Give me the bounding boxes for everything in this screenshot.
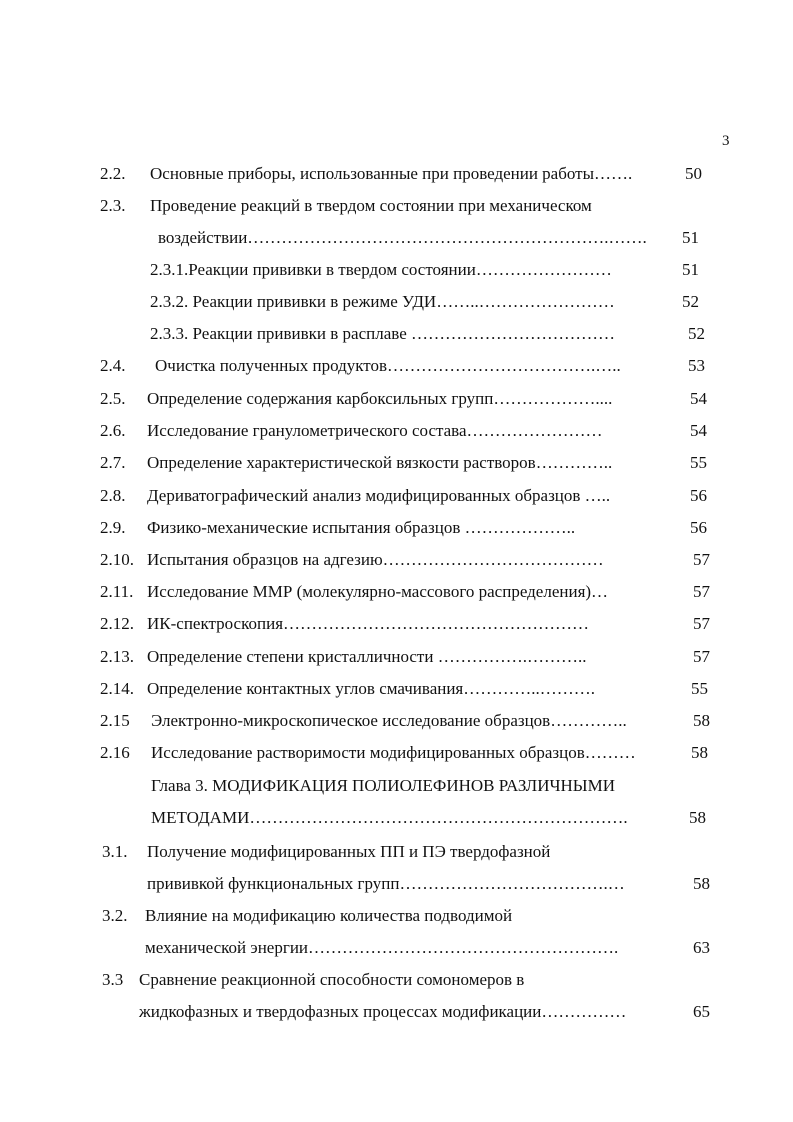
toc-entry-page: 57 bbox=[693, 550, 710, 569]
toc-entry-title: Исследование растворимости модифицированных образцов……… bbox=[151, 743, 636, 762]
toc-entry-title: 2.3.1.Реакции прививки в твердом состоянии…………………… bbox=[150, 260, 612, 279]
toc-entry-page: 57 bbox=[693, 614, 710, 633]
toc-entry-page: 58 bbox=[693, 711, 710, 730]
toc-entry-page: 58 bbox=[691, 743, 708, 762]
toc-entry-number: 2.15 bbox=[100, 711, 130, 730]
toc-entry-title: МЕТОДАМИ…………………………………………………………. bbox=[151, 808, 628, 827]
toc-entry-title: жидкофазных и твердофазных процессах модификации…………… bbox=[139, 1002, 627, 1021]
toc-entry-title: 2.3.2. Реакции прививки в режиме УДИ……..…………………… bbox=[150, 292, 615, 311]
toc-entry-number: 2.9. bbox=[100, 518, 126, 537]
toc-entry-title: механической энергии………………………………………………. bbox=[145, 938, 619, 957]
toc-entry-title: Физико-механические испытания образцов ……………….. bbox=[147, 518, 576, 537]
toc-entry-page: 65 bbox=[693, 1002, 710, 1021]
toc-entry-number: 2.8. bbox=[100, 486, 126, 505]
toc-entry-page: 52 bbox=[682, 292, 699, 311]
toc-entry-title: Основные приборы, использованные при проведении работы……. bbox=[150, 164, 633, 183]
toc-entry-number: 3.2. bbox=[102, 906, 128, 925]
toc-entry-title: Исследование ММР (молекулярно-массового распределения)… bbox=[147, 582, 609, 601]
toc-entry-page: 55 bbox=[691, 679, 708, 698]
toc-entry-number: 2.5. bbox=[100, 389, 126, 408]
toc-entry-title: ИК-спектроскопия……………………………………………… bbox=[147, 614, 590, 633]
toc-entry-number: 2.11. bbox=[100, 582, 134, 601]
toc-entry-number: 2.7. bbox=[100, 453, 126, 472]
toc-entry-title: Проведение реакций в твердом состоянии при механическом bbox=[150, 196, 592, 215]
page-number: 3 bbox=[722, 133, 730, 149]
toc-entry-page: 53 bbox=[688, 356, 705, 375]
toc-entry-title: Дериватографический анализ модифицированных образцов ….. bbox=[147, 486, 611, 505]
toc-entry-number: 3.1. bbox=[102, 842, 128, 861]
toc-entry-page: 51 bbox=[682, 260, 699, 279]
toc-entry-number: 2.16 bbox=[100, 743, 130, 762]
toc-entry-title: Получение модифицированных ПП и ПЭ твердофазной bbox=[147, 842, 551, 861]
toc-entry-title: Электронно-микроскопическое исследование образцов………….. bbox=[151, 711, 627, 730]
toc-entry-page: 58 bbox=[693, 874, 710, 893]
toc-entry-page: 51 bbox=[682, 228, 699, 247]
toc-entry-title: Определение степени кристалличности …………….……….. bbox=[147, 647, 587, 666]
toc-entry-title: Определение содержания карбоксильных групп……………….... bbox=[147, 389, 613, 408]
toc-entry-number: 2.4. bbox=[100, 356, 126, 375]
toc-entry-number: 2.13. bbox=[100, 647, 134, 666]
toc-entry-title: прививкой функциональных групп……………………………….… bbox=[147, 874, 625, 893]
toc-entry-title: Испытания образцов на адгезию………………………………… bbox=[147, 550, 604, 569]
toc-entry-page: 56 bbox=[690, 486, 707, 505]
toc-entry-page: 50 bbox=[685, 164, 702, 183]
toc-entry-number: 2.14. bbox=[100, 679, 134, 698]
toc-entry-number: 2.10. bbox=[100, 550, 134, 569]
toc-entry-title: воздействии……………………………………………………….……. bbox=[158, 228, 647, 247]
toc-entry-title: Очистка полученных продуктов……………………………….….. bbox=[155, 356, 621, 375]
toc-entry-page: 58 bbox=[689, 808, 706, 827]
toc-entry-number: 2.3. bbox=[100, 196, 126, 215]
toc-entry-title: Глава 3. МОДИФИКАЦИЯ ПОЛИОЛЕФИНОВ РАЗЛИЧНЫМИ bbox=[151, 776, 616, 795]
toc-entry-number: 2.12. bbox=[100, 614, 134, 633]
toc-entry-title: Определение контактных углов смачивания…………..………. bbox=[147, 679, 596, 698]
toc-entry-title: 2.3.3. Реакции прививки в расплаве ……………………………… bbox=[150, 324, 616, 343]
toc-entry-title: Исследование гранулометрического состава…………………… bbox=[147, 421, 603, 440]
toc-entry-page: 54 bbox=[690, 421, 707, 440]
toc-entry-number: 2.6. bbox=[100, 421, 126, 440]
toc-entry-title: Влияние на модификацию количества подводимой bbox=[145, 906, 513, 925]
toc-entry-page: 55 bbox=[690, 453, 707, 472]
toc-entry-number: 3.3 bbox=[102, 970, 124, 989]
toc-entry-page: 56 bbox=[690, 518, 707, 537]
toc-entry-page: 57 bbox=[693, 647, 710, 666]
toc-entry-title: Сравнение реакционной способности сомономеров в bbox=[139, 970, 525, 989]
toc-entry-page: 54 bbox=[690, 389, 707, 408]
toc-entry-number: 2.2. bbox=[100, 164, 126, 183]
toc-entry-page: 63 bbox=[693, 938, 710, 957]
toc-entry-page: 57 bbox=[693, 582, 710, 601]
toc-entry-page: 52 bbox=[688, 324, 705, 343]
toc-entry-title: Определение характеристической вязкости растворов………….. bbox=[147, 453, 613, 472]
